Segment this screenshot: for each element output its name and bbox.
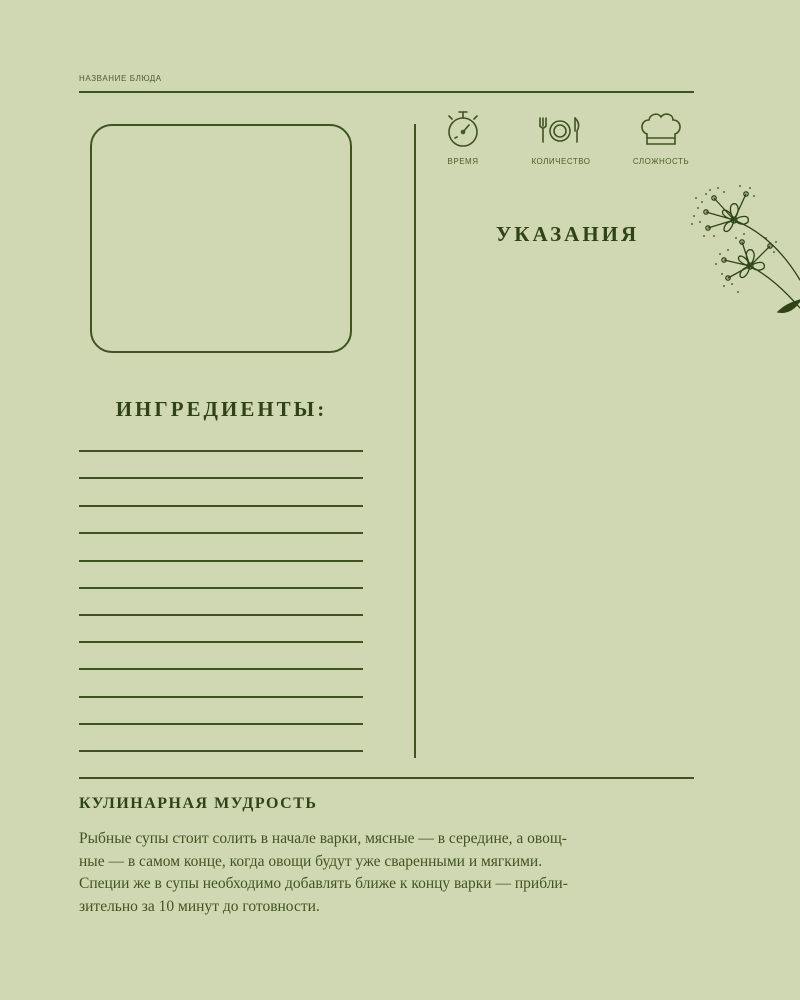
photo-frame — [90, 124, 352, 353]
top-divider — [79, 91, 694, 93]
wisdom-line: Специи же в супы необходимо добавлять ближе к концу варки — прибли- — [79, 875, 568, 892]
wisdom-line: зительно за 10 минут до готовности. — [79, 897, 320, 915]
ingredient-line — [79, 532, 363, 534]
stopwatch-icon — [443, 110, 483, 150]
quantity-label: КОЛИЧЕСТВО — [531, 157, 591, 166]
difficulty-label: СЛОЖНОСТЬ — [632, 157, 690, 166]
ingredient-line — [79, 668, 363, 670]
wisdom-title: КУЛИНАРНАЯ МУДРОСТЬ — [79, 795, 318, 812]
ingredient-line — [79, 641, 363, 643]
ingredient-line — [79, 477, 363, 479]
center-divider — [414, 124, 416, 758]
instructions-title: УКАЗАНИЯ — [495, 222, 640, 246]
ingredient-line — [79, 750, 363, 752]
ingredient-line — [79, 587, 363, 589]
wisdom-line: ные — в самом конце, когда овощи будут уже сваренными и мягкими. — [79, 852, 543, 870]
ingredient-line — [79, 614, 363, 616]
chef-hat-icon — [638, 110, 684, 150]
ingredient-line — [79, 696, 363, 698]
wisdom-text — [79, 828, 693, 918]
wisdom-line: Рыбные супы стоит солить в начале варки, мясные — в середине, а овощ- — [79, 830, 567, 847]
ingredients-title: ИНГРЕДИЕНТЫ: — [115, 397, 328, 421]
ingredient-line — [79, 560, 363, 562]
flower-illustration-icon — [684, 180, 800, 330]
plate-cutlery-icon — [535, 110, 585, 150]
dish-name-label: НАЗВАНИЕ БЛЮДА — [79, 74, 162, 83]
bottom-divider — [79, 777, 694, 779]
ingredient-line — [79, 450, 363, 452]
ingredient-line — [79, 723, 363, 725]
time-label: ВРЕМЯ — [447, 157, 479, 166]
ingredient-line — [79, 505, 363, 507]
